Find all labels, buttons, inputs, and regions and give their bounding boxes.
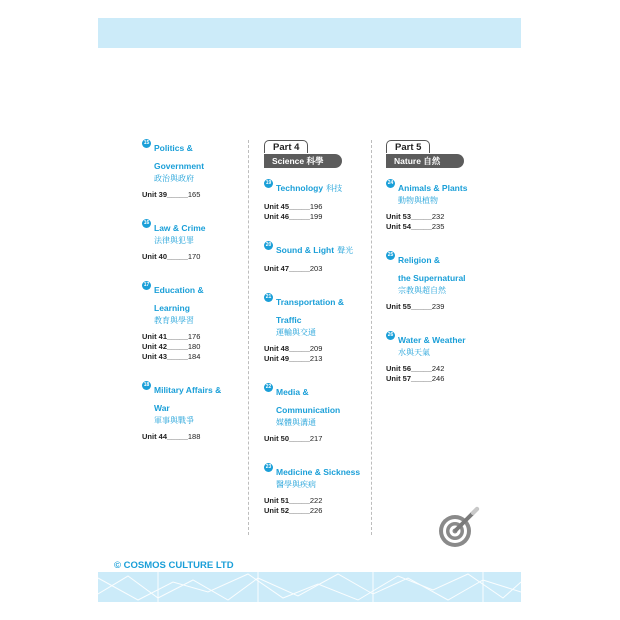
toc-topic [386,250,498,312]
unit-label: Unit 44 [142,432,168,441]
unit-page: 176 [187,332,201,341]
topic-title-zh: 動物與植物 [398,196,438,205]
top-banner [98,18,521,48]
unit-entry [264,344,376,354]
column-divider [371,140,372,535]
unit-entry [264,434,376,444]
part-title: Science 科學 [264,154,342,168]
unit-list [264,496,376,516]
unit-label: Unit 49 [264,354,290,363]
unit-leader: _____ [411,374,432,383]
topic-number-badge: 18 [143,382,150,388]
unit-label: Unit 50 [264,434,290,443]
toc-topic [264,178,376,222]
unit-page: 217 [309,434,323,443]
unit-label: Unit 42 [142,342,168,351]
unit-list [386,302,498,312]
unit-entry [264,506,376,516]
unit-page: 246 [431,374,445,383]
unit-label: Unit 39 [142,190,168,199]
unit-page: 222 [309,496,323,505]
unit-label: Unit 52 [264,506,290,515]
unit-entry [142,432,254,442]
toc-column-1 [142,138,254,442]
unit-list [264,202,376,222]
bottom-banner [98,572,521,602]
topic-title-en: Medicine & Sickness [276,467,361,477]
topic-number-badge: 24 [387,180,394,186]
unit-entry [264,354,376,364]
toc-topic [142,218,254,262]
topic-title-en: Education & Learning [154,285,204,313]
topic-number-badge: 20 [265,242,272,248]
unit-leader: _____ [167,352,188,361]
topic-title-en: Politics & Government [154,143,205,171]
topic-number-badge: 15 [143,140,150,146]
unit-list [264,434,376,444]
unit-label: Unit 55 [386,302,412,311]
unit-page: 209 [309,344,323,353]
unit-page: 242 [431,364,445,373]
topic-title-zh: 法律與犯罪 [154,236,194,245]
unit-list [264,344,376,364]
toc-topic [142,138,254,200]
unit-leader: _____ [167,432,188,441]
unit-list [386,364,498,384]
unit-entry [142,332,254,342]
toc-topic [386,330,498,384]
topic-title-zh: 宗教與超自然 [398,286,446,295]
unit-label: Unit 48 [264,344,290,353]
topic-title-zh: 聲光 [337,246,354,255]
unit-label: Unit 56 [386,364,412,373]
unit-leader: _____ [411,364,432,373]
unit-page: 226 [309,506,323,515]
unit-entry [386,212,498,222]
unit-label: Unit 51 [264,496,290,505]
unit-label: Unit 41 [142,332,168,341]
topic-title-en: Water & Weather [398,335,466,345]
unit-leader: _____ [167,332,188,341]
unit-page: 170 [187,252,201,261]
unit-entry [142,190,254,200]
toc-topic [264,240,376,274]
topic-title-en: Transportation & Traffic [276,297,345,325]
topic-title-en: Sound & Light [276,245,335,255]
topic-title-zh: 醫學與疾病 [276,480,316,489]
unit-leader: _____ [289,212,310,221]
part-number: Part 4 [264,140,308,153]
unit-entry [386,222,498,232]
topic-number-badge: 22 [265,384,272,390]
unit-entry [386,302,498,312]
toc-topic [264,292,376,364]
unit-list [142,252,254,262]
unit-page: 199 [309,212,323,221]
unit-page: 213 [309,354,323,363]
unit-entry [264,202,376,212]
unit-entry [386,364,498,374]
unit-entry [142,342,254,352]
toc-column-3 [386,138,498,384]
topic-number-badge: 19 [265,180,272,186]
topic-title-en: Media & Communication [276,387,341,415]
unit-page: 232 [431,212,445,221]
topic-title-zh: 教育與學習 [154,316,194,325]
unit-entry [142,352,254,362]
unit-leader: _____ [289,264,310,273]
topic-number-badge: 16 [143,220,150,226]
part-title: Nature 自然 [386,154,464,168]
topic-number-badge: 26 [387,332,394,338]
unit-leader: _____ [289,354,310,363]
toc-topic [142,280,254,362]
unit-entry [142,252,254,262]
unit-leader: _____ [411,302,432,311]
topic-title-en: Law & Crime [154,223,206,233]
unit-label: Unit 46 [264,212,290,221]
topic-title-en: Animals & Plants [398,183,468,193]
toc-topic [142,380,254,442]
unit-leader: _____ [289,506,310,515]
toc-topic [264,382,376,444]
unit-page: 180 [187,342,201,351]
toc-column-2 [264,138,376,516]
topic-title-zh: 政治與政府 [154,174,194,183]
topic-title-en: Technology [276,183,324,193]
topic-title-zh: 軍事與戰爭 [154,416,194,425]
topic-title-zh: 水與天氣 [398,348,430,357]
unit-leader: _____ [289,434,310,443]
topic-number-badge: 23 [265,464,272,470]
unit-entry [264,264,376,274]
unit-leader: _____ [167,252,188,261]
unit-entry [264,496,376,506]
part-number: Part 5 [386,140,430,153]
unit-leader: _____ [289,496,310,505]
unit-leader: _____ [289,344,310,353]
topic-title-en: Military Affairs & War [154,385,222,413]
unit-leader: _____ [167,342,188,351]
unit-page: 239 [431,302,445,311]
unit-list [142,332,254,362]
unit-label: Unit 53 [386,212,412,221]
unit-leader: _____ [411,212,432,221]
copyright-text: © COSMOS CULTURE LTD [114,560,234,571]
unit-list [264,264,376,274]
unit-label: Unit 43 [142,352,168,361]
topic-title-zh: 媒體與溝通 [276,418,316,427]
topic-title-zh: 運輸與交通 [276,328,316,337]
topic-number-badge: 21 [265,294,272,300]
target-pencil-icon [437,505,483,556]
unit-label: Unit 47 [264,264,290,273]
unit-leader: _____ [167,190,188,199]
toc-topic [386,178,498,232]
unit-label: Unit 54 [386,222,412,231]
unit-label: Unit 45 [264,202,290,211]
topic-number-badge: 25 [387,252,394,258]
unit-page: 196 [309,202,323,211]
unit-page: 203 [309,264,323,273]
unit-page: 165 [187,190,201,199]
topic-title-en: Religion & the Supernatural [398,255,466,283]
unit-leader: _____ [289,202,310,211]
topic-number-badge: 17 [143,282,150,288]
unit-entry [264,212,376,222]
unit-label: Unit 57 [386,374,412,383]
unit-list [142,432,254,442]
unit-leader: _____ [411,222,432,231]
column-divider [248,140,249,535]
part-label [264,138,342,172]
topic-title-zh: 科技 [326,184,343,193]
unit-label: Unit 40 [142,252,168,261]
unit-page: 184 [187,352,201,361]
unit-page: 235 [431,222,445,231]
unit-list [142,190,254,200]
unit-list [386,212,498,232]
unit-page: 188 [187,432,201,441]
toc-topic [264,462,376,516]
part-label [386,138,464,172]
unit-entry [386,374,498,384]
